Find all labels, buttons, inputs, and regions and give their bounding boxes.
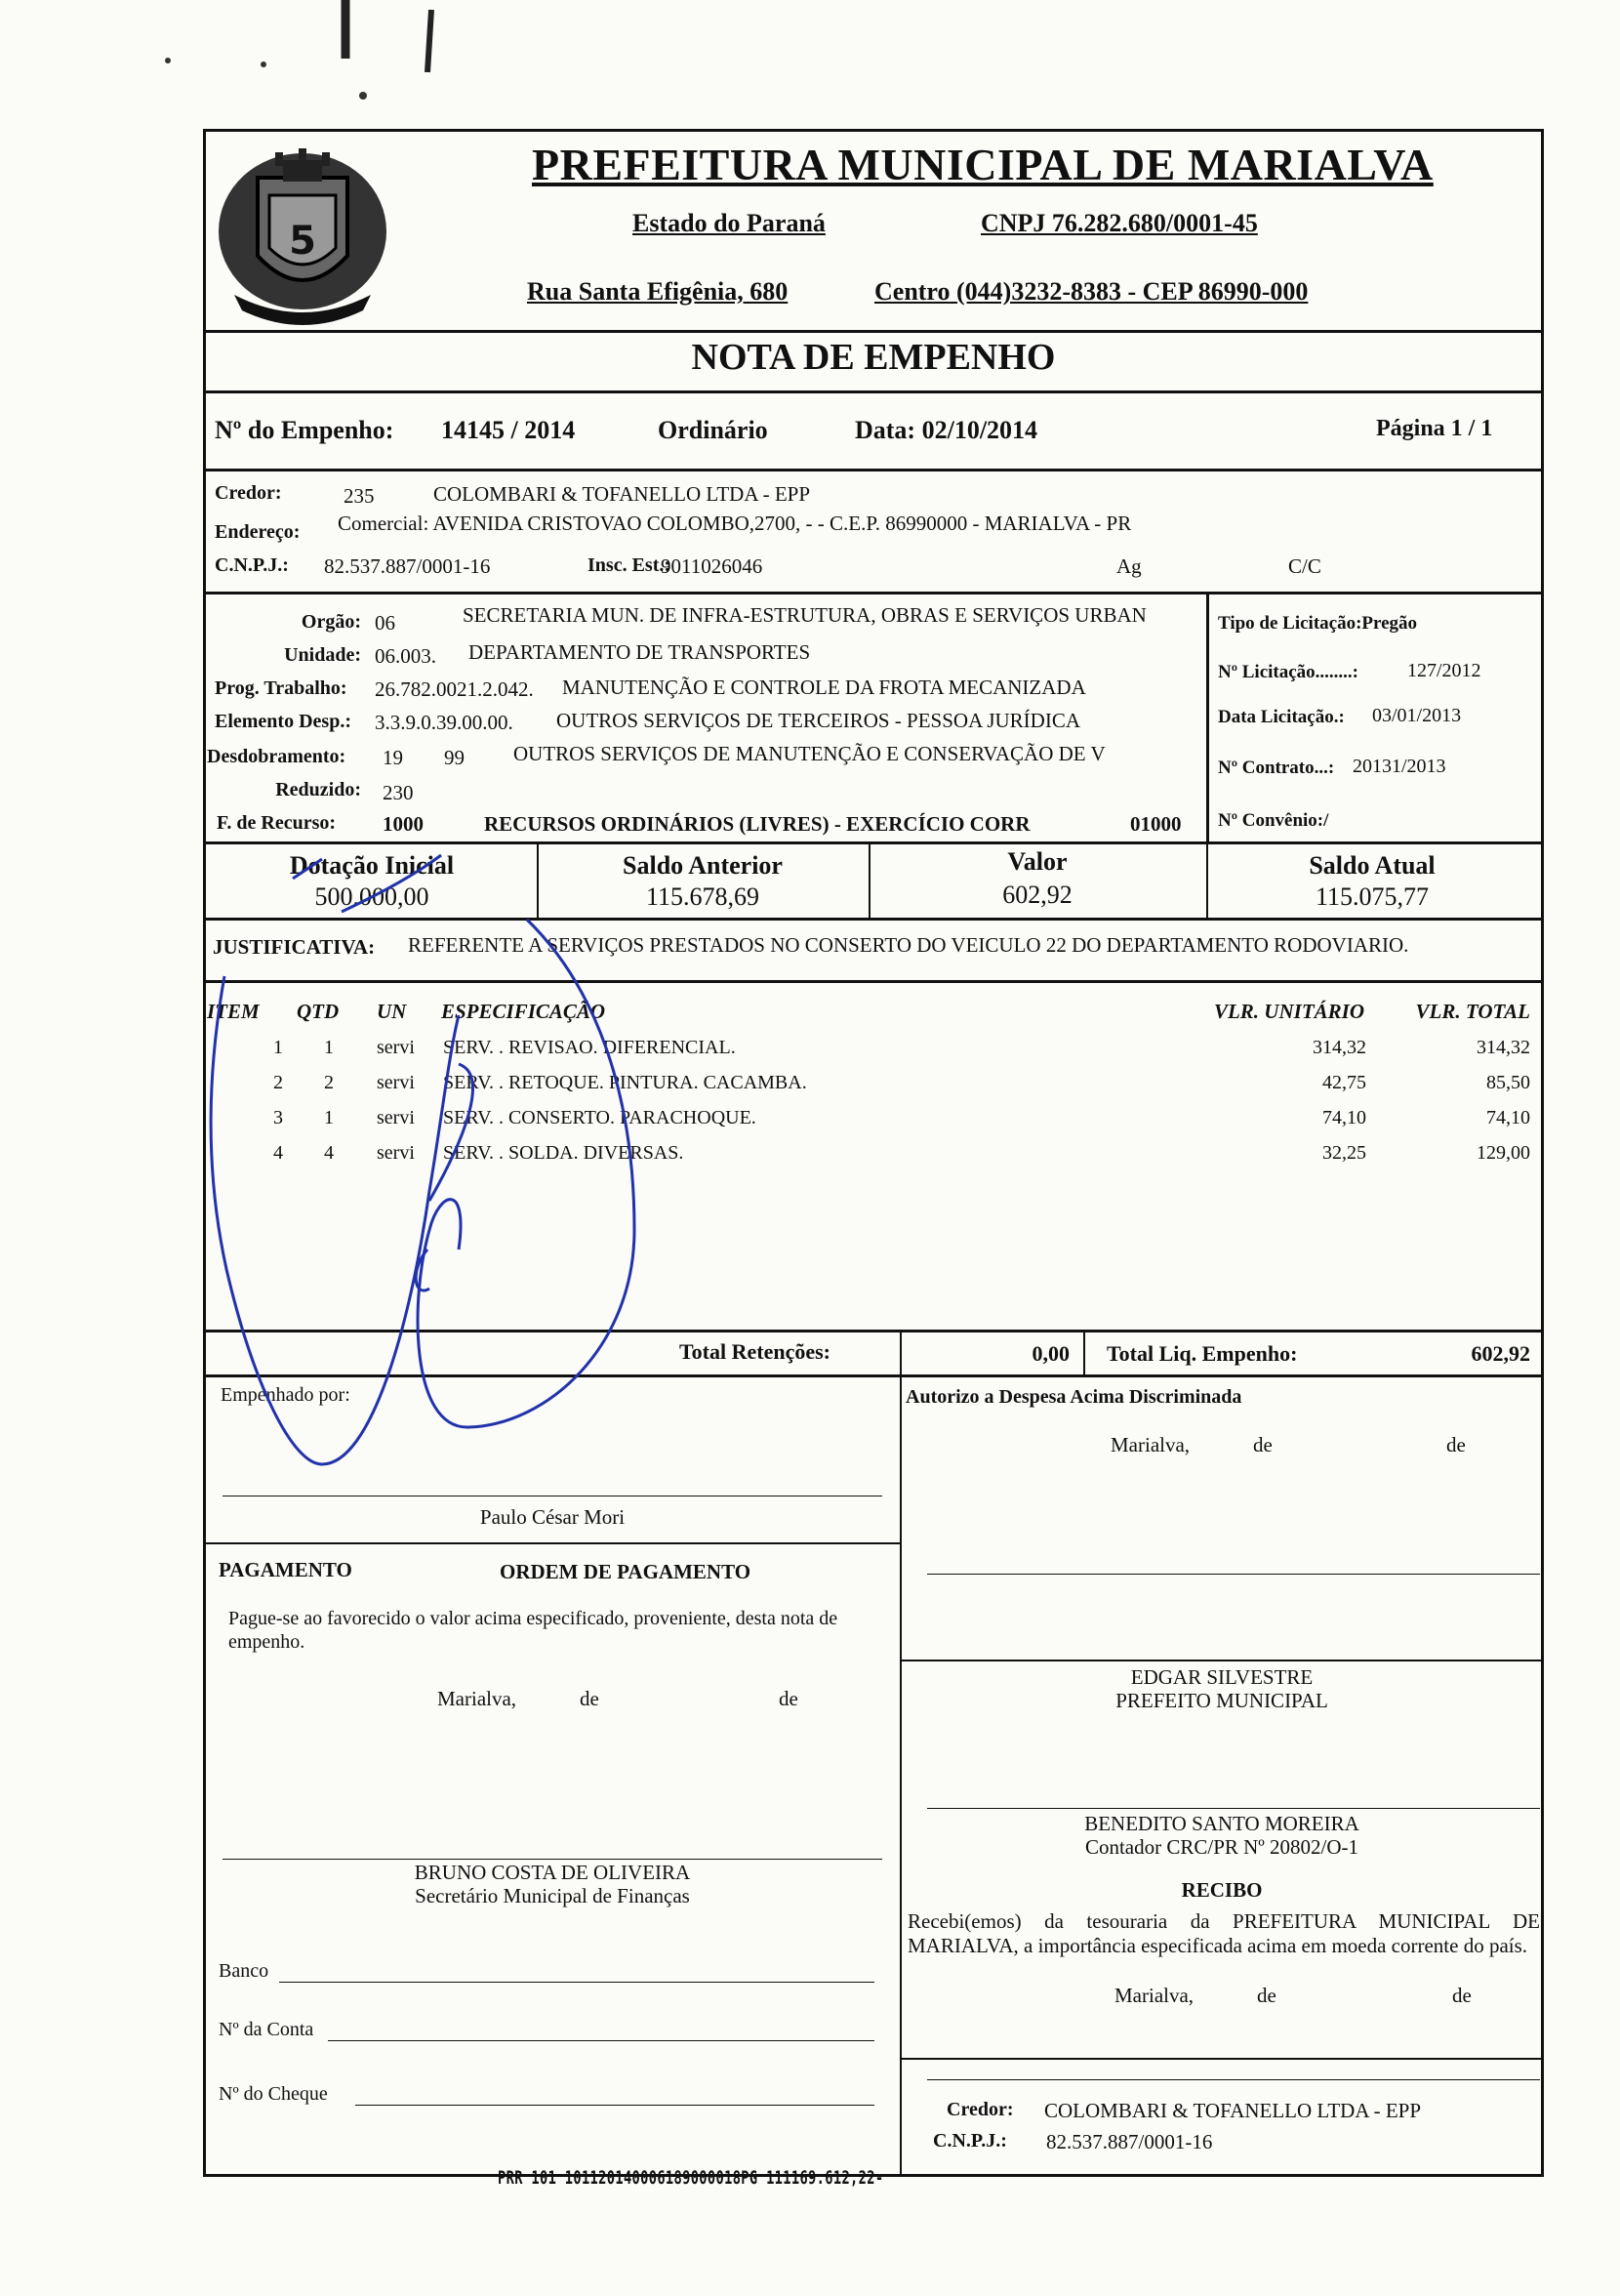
empenho-date: Data: 02/10/2014 [855,416,1038,444]
retencoes-label: Total Retenções: [679,1339,830,1364]
col-vlr-unitario: VLR. UNITÁRIO [1213,1000,1364,1023]
state-label: Estado do Paraná [632,209,826,237]
autorizo-label: Autorizo a Despesa Acima Discriminada [906,1386,1242,1408]
recurso-cod: 01000 [1130,812,1182,836]
desdobramento-code: 19 [383,746,403,769]
cnpj-header: CNPJ 76.282.680/0001-45 [981,209,1258,237]
contrato-value: 20131/2013 [1353,756,1446,777]
prefeito-cargo: PREFEITO MUNICIPAL [1115,1689,1328,1712]
footer-credor: COLOMBARI & TOFANELLO LTDA - EPP [1044,2099,1422,2122]
ordem-pagamento-label: ORDEM DE PAGAMENTO [500,1560,751,1583]
licitacao-data-label: Data Licitação.: [1218,707,1345,727]
item-number: 3 [273,1107,283,1128]
insc-label: Insc. Est.: [587,554,671,576]
cc-label: C/C [1288,554,1321,578]
page-title: PREFEITURA MUNICIPAL DE MARIALVA [532,140,1434,189]
retencoes-value: 0,00 [1032,1341,1070,1366]
footer-credor-label: Credor: [947,2099,1014,2120]
justificativa-label: JUSTIFICATIVA: [213,935,376,959]
col-especificacao: ESPECIFICAÇÃO [441,1000,606,1023]
footer-cnpj-label: C.N.P.J.: [933,2130,1007,2152]
item-desc: SERV. . REVISAO. DIFERENCIAL. [443,1037,736,1058]
credor-cnpj: 82.537.887/0001-16 [324,554,491,578]
elemento-desc: OUTROS SERVIÇOS DE TERCEIROS - PESSOA JURÍDICA [556,709,1081,732]
unidade-code: 06.003. [375,644,436,668]
pagamento-de2: de [779,1687,798,1710]
licitacao-numero: 127/2012 [1407,660,1481,681]
saldo-atual-label: Saldo Atual [1309,851,1436,880]
contador-cargo: Contador CRC/PR Nº 20802/O-1 [1084,1835,1359,1859]
footer-cnpj: 82.537.887/0001-16 [1046,2130,1213,2153]
scan-marks [156,0,488,107]
pagamento-label: PAGAMENTO [219,1558,352,1581]
convenio-label: Nº Convênio:/ [1218,810,1329,831]
prog-label: Prog. Trabalho: [215,677,347,699]
valor-label: Valor [1007,847,1068,876]
pagamento-de1: de [580,1687,599,1710]
item-unit: 314,32 [1313,1037,1366,1058]
ag-label: Ag [1116,554,1142,578]
licitacao-tipo: Tipo de Licitação:Pregão [1218,613,1418,634]
prefeito-nome: EDGAR SILVESTRE [1130,1665,1314,1689]
autorizo-de2: de [1446,1433,1466,1456]
item-desc: SERV. . RETOQUE. PINTURA. CACAMBA. [443,1072,807,1093]
pagamento-local: Marialva, [437,1687,517,1710]
recibo-title: RECIBO [1181,1878,1263,1902]
address-header: Rua Santa Efigênia, 680 [527,277,789,306]
item-un: servi [377,1072,415,1093]
secretario-cargo: Secretário Municipal de Finanças [415,1884,690,1907]
insc-value: 9011026046 [661,554,763,578]
saldo-atual-value: 115.075,77 [1315,882,1430,911]
item-total: 129,00 [1477,1142,1530,1164]
cnpj-label: C.N.P.J.: [215,554,289,576]
recibo-de2: de [1452,1984,1472,2007]
recurso-code: 1000 [383,812,424,836]
banco-label: Banco [219,1960,269,1982]
item-number: 1 [273,1037,283,1058]
desdobramento-label: Desdobramento: [207,746,346,767]
empenho-type: Ordinário [658,416,768,444]
orgao-label: Orgão: [301,611,361,633]
svg-text:5: 5 [289,219,316,264]
item-qtd: 4 [324,1142,334,1164]
col-qtd: QTD [297,1000,340,1023]
pague-se-text: Pague-se ao favorecido o valor acima especificado, proveniente, desta nota de empenho. [228,1608,838,1653]
recibo-text: Recebi(emos) da tesouraria da PREFEITURA MUNICIPAL DE MARIALVA, a importância especificada acima em moeda corrente do país. [908,1909,1540,1957]
document-title: NOTA DE EMPENHO [691,337,1056,378]
recurso-label: F. de Recurso: [217,812,337,834]
elemento-label: Elemento Desp.: [215,711,351,732]
item-qtd: 1 [324,1037,334,1058]
item-number: 2 [273,1072,283,1093]
credor-label: Credor: [215,482,282,504]
prog-code: 26.782.0021.2.042. [375,677,534,701]
total-liquido-value: 602,92 [1471,1341,1530,1366]
licitacao-data: 03/01/2013 [1372,705,1462,726]
recibo-de1: de [1257,1984,1276,2007]
page-number: Página 1 / 1 [1376,416,1493,441]
autorizo-local: Marialva, [1111,1433,1191,1456]
item-unit: 74,10 [1322,1107,1366,1128]
item-desc: SERV. . SOLDA. DIVERSAS. [443,1142,684,1164]
prog-desc: MANUTENÇÃO E CONTROLE DA FROTA MECANIZADA [562,676,1086,699]
item-qtd: 2 [324,1072,334,1093]
empenho-number-label: Nº do Empenho: [215,416,394,444]
empenho-number: 14145 / 2014 [441,416,576,444]
footer-code: PRR 101 101120140006189000018PG 111169.612,22- [498,2167,884,2189]
contador-nome: BENEDITO SANTO MOREIRA [1084,1812,1359,1835]
item-qtd: 1 [324,1107,334,1128]
conta-label: Nº da Conta [219,2019,314,2040]
cheque-label: Nº do Cheque [219,2083,328,2105]
item-total: 74,10 [1486,1107,1530,1128]
item-un: servi [377,1107,415,1128]
credor-name: COLOMBARI & TOFANELLO LTDA - EPP [433,482,811,506]
empenhado-label: Empenhado por: [221,1384,350,1406]
item-number: 4 [273,1142,283,1164]
item-total: 314,32 [1477,1037,1530,1058]
justificativa-text: REFERENTE A SERVIÇOS PRESTADOS NO CONSERTO DO VEICULO 22 DO DEPARTAMENTO RODOVIARIO. [408,933,1409,957]
credor-address: Comercial: AVENIDA CRISTOVAO COLOMBO,2700, - - C.E.P. 86990000 - MARIALVA - PR [338,512,1132,535]
reduzido-label: Reduzido: [275,779,361,800]
item-un: servi [377,1142,415,1164]
col-vlr-total: VLR. TOTAL [1415,1000,1530,1023]
recibo-local: Marialva, [1114,1984,1195,2007]
saldo-anterior-value: 115.678,69 [645,882,760,911]
autorizo-de1: de [1253,1433,1273,1456]
desdobramento-desc: OUTROS SERVIÇOS DE MANUTENÇÃO E CONSERVAÇÃO DE V [513,742,1106,765]
saldo-anterior-label: Saldo Anterior [623,851,783,880]
desdobramento-sub: 99 [444,746,465,769]
dotacao-inicial-label: Dotação Inicial [289,851,455,880]
credor-code: 235 [344,484,375,508]
dotacao-inicial-value: 500.000,00 [314,882,429,911]
unidade-label: Unidade: [284,644,361,666]
item-unit: 42,75 [1322,1072,1366,1093]
empenhado-nome: Paulo César Mori [479,1505,626,1529]
total-liquido-label: Total Liq. Empenho: [1107,1341,1298,1366]
secretario-nome: BRUNO COSTA DE OLIVEIRA [414,1861,691,1884]
contact-header: Centro (044)3232-8383 - CEP 86990-000 [874,277,1309,306]
item-unit: 32,25 [1322,1142,1366,1164]
licitacao-numero-label: Nº Licitação........: [1218,662,1358,682]
reduzido-value: 230 [383,781,414,804]
col-item: ITEM [207,1000,260,1023]
endereco-label: Endereço: [215,521,301,543]
elemento-code: 3.3.9.0.39.00.00. [375,711,513,734]
recurso-desc: RECURSOS ORDINÁRIOS (LIVRES) - EXERCÍCIO CORR [484,812,1031,836]
orgao-desc: SECRETARIA MUN. DE INFRA-ESTRUTURA, OBRAS E SERVIÇOS URBAN [463,603,1147,627]
unidade-desc: DEPARTAMENTO DE TRANSPORTES [468,640,811,664]
valor-value: 602,92 [1002,881,1073,909]
col-un: UN [377,1000,407,1023]
item-un: servi [377,1037,415,1058]
item-desc: SERV. . CONSERTO. PARACHOQUE. [443,1107,756,1128]
item-total: 85,50 [1486,1072,1530,1093]
contrato-label: Nº Contrato...: [1218,758,1335,778]
orgao-code: 06 [375,611,395,635]
